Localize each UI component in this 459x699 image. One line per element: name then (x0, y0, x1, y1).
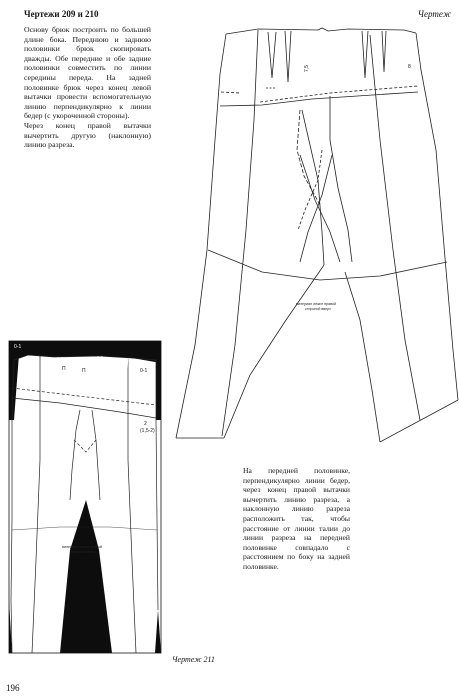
fabric-note-211-line2: стороной вверх (70, 550, 96, 554)
drawing-210 (176, 28, 458, 442)
mark-range: (1,5-2) (140, 428, 155, 434)
page-number: 196 (6, 683, 20, 693)
drawing-211 (9, 341, 161, 653)
mark-top-210: 7,5 (304, 65, 310, 72)
mark-0-1-left: 0-1 (14, 344, 22, 350)
instruction-text-lower: На передней половинке, перпендикулярно линии бедер, через конец правой вытачки вычертить линию разреза, а наклонную линию разреза расположить так, чтобы расстояние от линии талии до линии разреза на передней половинке совпадало с расстоянием по боку на задней половинке. (243, 466, 350, 571)
mark-0-1-right: 0-1 (140, 368, 148, 374)
mark-p-1: П (62, 366, 66, 372)
fabric-note-210-line1: материал лежит правой (296, 302, 337, 306)
mark-p-2: П (82, 368, 86, 374)
drawing-caption-211: Чертеж 211 (172, 655, 215, 664)
drawing-title-209-210: Чертежи 209 и 210 (24, 9, 99, 19)
mark-side-210: 8 (408, 64, 411, 70)
fabric-note-210-line2: стороной вверх (305, 307, 331, 311)
drawing-title-right: Чертеж (417, 9, 451, 19)
mark-z: 2 (144, 421, 147, 427)
paragraph-2: Через конец правой вытачки вычертить другую (наклонную) линию разреза. (24, 120, 151, 150)
fabric-note-211-line1: материал лежит правой (62, 545, 103, 549)
paragraph-1: Основу брюк построить по большей длине бока. Переднюю и заднюю половинки брюк скопировать дважды. Обе передние и обе задние половинки совместить по линии середины переда. На задней половинке брюк через конец левой вытачки провести вспомогательную линию перпендикулярно к линии бедер (с укороченной стороны). (24, 25, 151, 121)
